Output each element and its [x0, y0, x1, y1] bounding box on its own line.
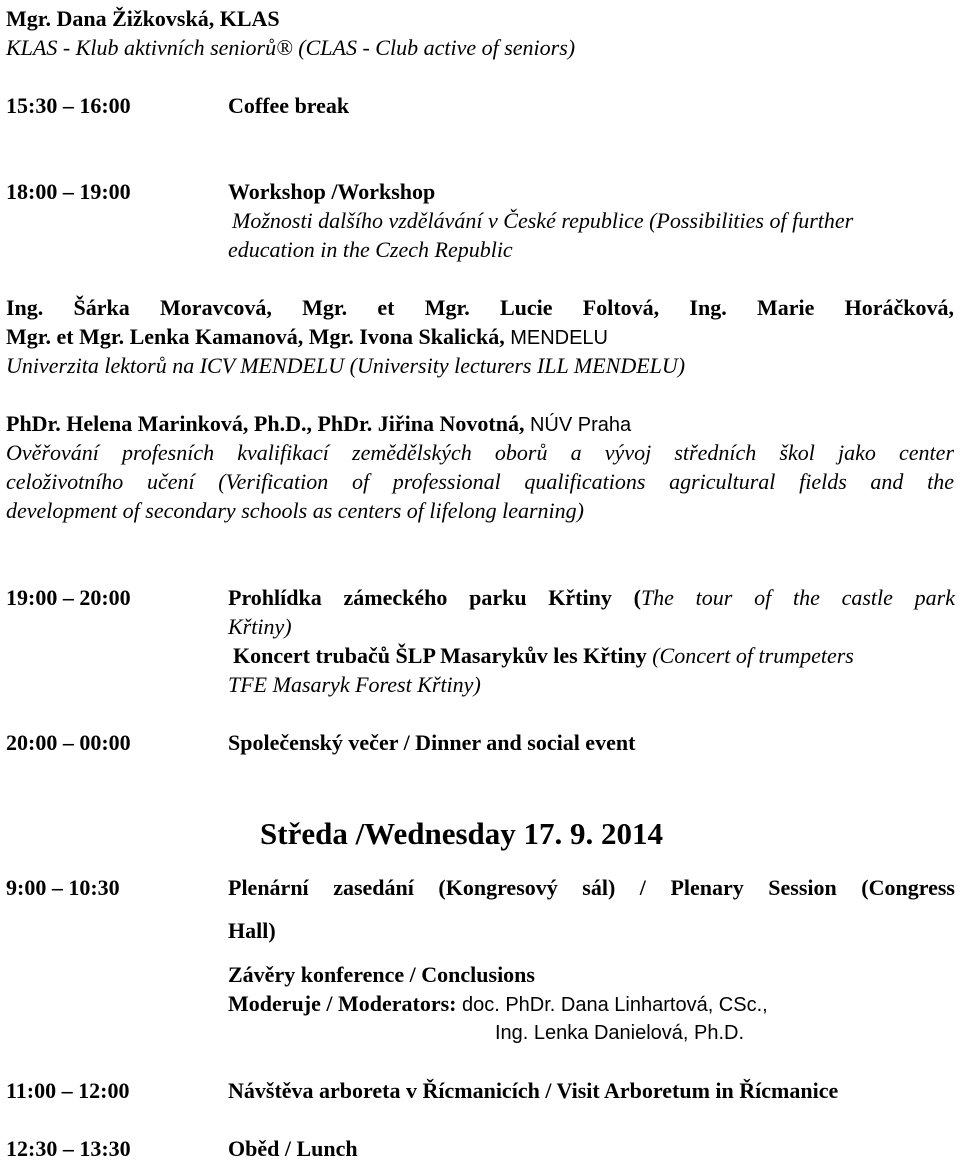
- day-heading: Středa /Wednesday 17. 9. 2014: [260, 816, 664, 851]
- plenary-time: 9:00 – 10:30: [6, 875, 120, 900]
- workshop-speakers2-topic-line1: Ověřování profesních kvalifikací zemědělských oborů a vývoj středních škol jako center: [6, 440, 954, 465]
- workshop-speakers-org: MENDELU: [510, 327, 608, 349]
- coffee-title: Coffee break: [228, 93, 350, 118]
- dinner-time: 20:00 – 00:00: [6, 730, 131, 755]
- tour-title-en: The tour of the castle park: [640, 585, 955, 610]
- arboretum-title: Návštěva arboreta v Řícmanicích / Visit Arboretum in Řícmanice: [228, 1078, 839, 1103]
- workshop-speakers-topic: Univerzita lektorů na ICV MENDELU (University lecturers ILL MENDELU): [6, 353, 686, 378]
- speaker-name: Mgr. Dana Žižkovská, KLAS: [6, 6, 280, 31]
- moderators-label: Moderuje / Moderators:: [228, 991, 457, 1016]
- plenary-moderators: [228, 993, 768, 1015]
- concert-line1: [233, 645, 854, 667]
- tour-title-cz: Prohlídka zámeckého parku Křtiny: [228, 585, 612, 610]
- workshop-speakers2-org: NÚV Praha: [529, 414, 632, 436]
- workshop-speakers-line1: Ing. Šárka Moravcová, Mgr. et Mgr. Lucie Foltová, Ing. Marie Horáčková,: [6, 295, 954, 320]
- moderator-2: Ing. Lenka Danielová, Ph.D.: [495, 1022, 745, 1044]
- plenary-conclusions: Závěry konference / Conclusions: [228, 962, 535, 987]
- plenary-title-line2: Hall): [228, 918, 276, 943]
- plenary-title-line1: Plenární zasedání (Kongresový sál) / Plenary Session (Congress: [228, 875, 955, 900]
- arboretum-time: 11:00 – 12:00: [6, 1078, 130, 1103]
- workshop-title: Workshop /Workshop: [228, 179, 436, 204]
- workshop-speakers2-topic-line3: development of secondary schools as centers of lifelong learning): [6, 498, 584, 523]
- workshop-speakers2: [6, 413, 631, 435]
- workshop-speakers2-names: PhDr. Helena Marinková, Ph.D., PhDr. Jiřina Novotná,: [6, 411, 525, 436]
- concert-title-en: (Concert of trumpeters: [652, 643, 854, 668]
- speaker-organization: KLAS - Klub aktivních seniorů® (CLAS - Club active of seniors): [6, 35, 576, 60]
- tour-title-line2: Křtiny): [228, 614, 292, 639]
- coffee-time: 15:30 – 16:00: [6, 93, 131, 118]
- concert-title-cz: Koncert trubačů ŠLP Masarykův les Křtiny: [233, 643, 647, 668]
- lunch-time: 12:30 – 13:30: [6, 1136, 131, 1161]
- workshop-time: 18:00 – 19:00: [6, 179, 131, 204]
- workshop-speakers-line2: [6, 326, 608, 348]
- concert-line2: TFE Masaryk Forest Křtiny): [228, 672, 481, 697]
- moderator-1: doc. PhDr. Dana Linhartová, CSc.,: [461, 994, 768, 1016]
- workshop-subtitle-line1: Možnosti dalšího vzdělávání v České republice (Possibilities of further: [232, 208, 854, 233]
- workshop-subtitle-line2: education in the Czech Republic: [228, 237, 513, 262]
- tour-title-line1: [228, 587, 955, 609]
- dinner-title: Společenský večer / Dinner and social event: [228, 730, 636, 755]
- tour-time: 19:00 – 20:00: [6, 585, 131, 610]
- tour-paren: (: [633, 585, 641, 610]
- workshop-speakers2-topic-line2: celoživotního učení (Verification of professional qualifications agricultural fields and the: [6, 469, 954, 494]
- workshop-speakers-names: Mgr. et Mgr. Lenka Kamanová, Mgr. Ivona Skalická,: [6, 324, 505, 349]
- lunch-title: Oběd / Lunch: [228, 1136, 358, 1161]
